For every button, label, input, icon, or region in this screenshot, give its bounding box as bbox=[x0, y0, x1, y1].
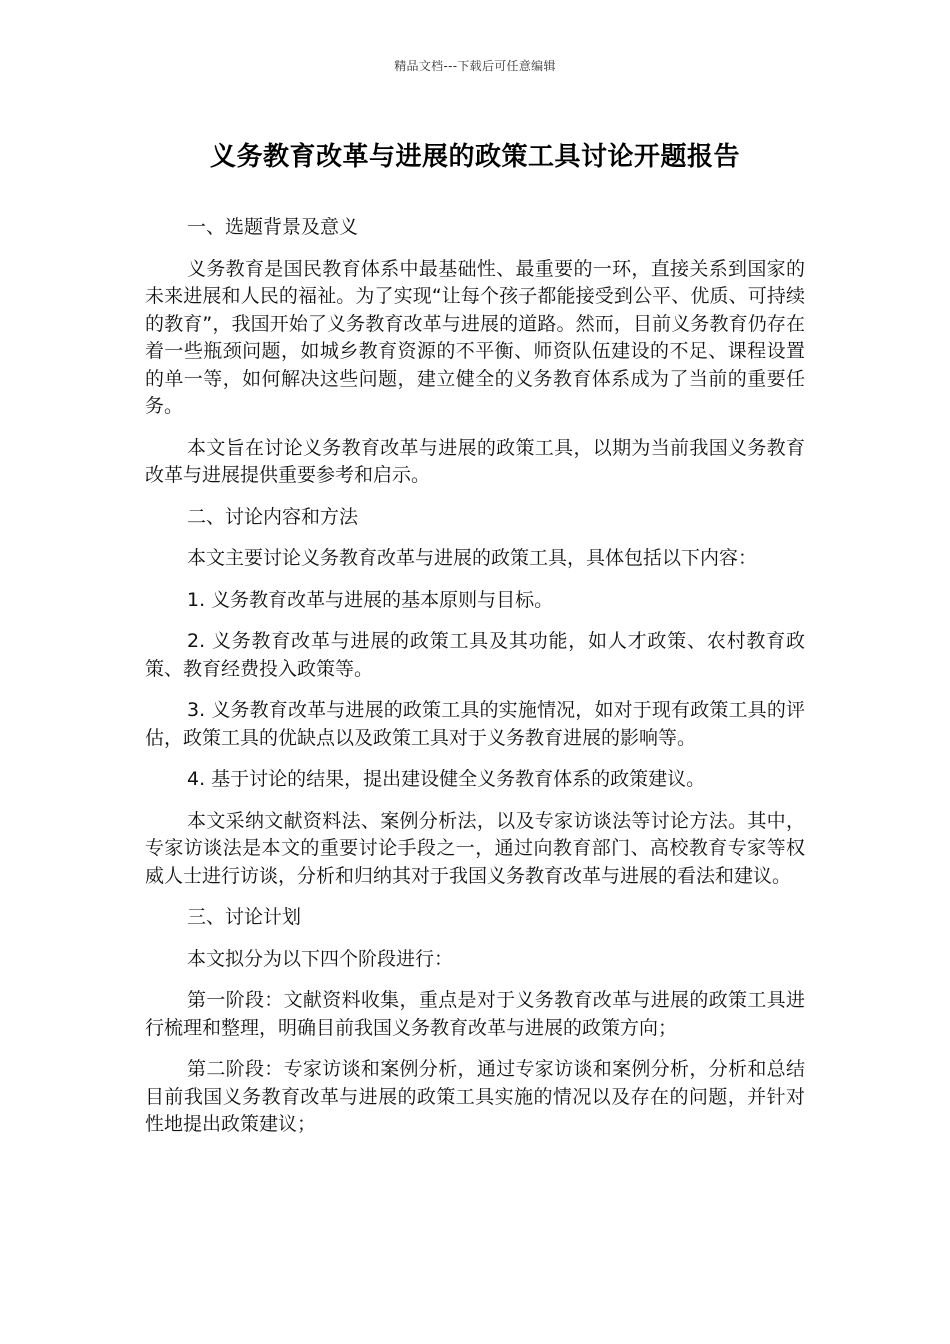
paragraph-purpose: 本文旨在讨论义务教育改革与进展的政策工具，以期为当前我国义务教育改革与进展提供重要参考和启示。 bbox=[145, 436, 805, 486]
list-item-1: 1. 义务教育改革与进展的基本原则与目标。 bbox=[187, 588, 554, 611]
section-heading-1: 一、选题背景及意义 bbox=[187, 216, 359, 238]
paragraph-stage-2: 第二阶段：专家访谈和案例分析，通过专家访谈和案例分析，分析和总结目前我国义务教育改革与进展的政策工具实施的情况以及存在的问题，并针对性地提出政策建议； bbox=[145, 1058, 805, 1135]
document-title: 义务教育改革与进展的政策工具讨论开题报告 bbox=[209, 142, 740, 172]
paragraph-background: 义务教育是国民教育体系中最基础性、最重要的一环，直接关系到国家的未来进展和人民的福祉。为了实现“让每个孩子都能接受到公平、优质、可持续的教育”，我国开始了义务教育改革与进展的道路。然而，目前义务教育仍存在着一些瓶颈问题，如城乡教育资源的不平衡、师资队伍建设的不足、课程设置的单一等，如何解决这些问题，建立健全的义务教育体系成为了当前的重要任务。 bbox=[145, 257, 805, 417]
document-body bbox=[145, 214, 805, 1153]
list-item-4: 4. 基于讨论的结果，提出建设健全义务教育体系的政策建议。 bbox=[187, 768, 706, 790]
list-item-3: 3. 义务教育改革与进展的政策工具的实施情况，如对于现有政策工具的评估，政策工具的优缺点以及政策工具对于义务教育进展的影响等。 bbox=[145, 699, 805, 749]
paragraph-plan-intro: 本文拟分为以下四个阶段进行： bbox=[187, 947, 454, 970]
header-note: 精品文档---下载后可任意编辑 bbox=[394, 59, 556, 73]
paragraph-content-intro: 本文主要讨论义务教育改革与进展的政策工具，具体包括以下内容： bbox=[187, 547, 758, 569]
list-item-2: 2. 义务教育改革与进展的政策工具及其功能，如人才政策、农村教育政策、教育经费投入政策等。 bbox=[145, 630, 805, 680]
paragraph-stage-1: 第一阶段：文献资料收集，重点是对于义务教育改革与进展的政策工具进行梳理和整理，明确目前我国义务教育改革与进展的政策方向； bbox=[145, 989, 805, 1039]
paragraph-methods: 本文采纳文献资料法、案例分析法，以及专家访谈法等讨论方法。其中，专家访谈法是本文的重要讨论手段之一，通过向教育部门、高校教育专家等权威人士进行访谈，分析和归纳其对于我国义务教育改革与进展的看法和建议。 bbox=[145, 809, 805, 887]
section-heading-2: 二、讨论内容和方法 bbox=[187, 505, 359, 528]
section-heading-3: 三、讨论计划 bbox=[187, 906, 302, 928]
